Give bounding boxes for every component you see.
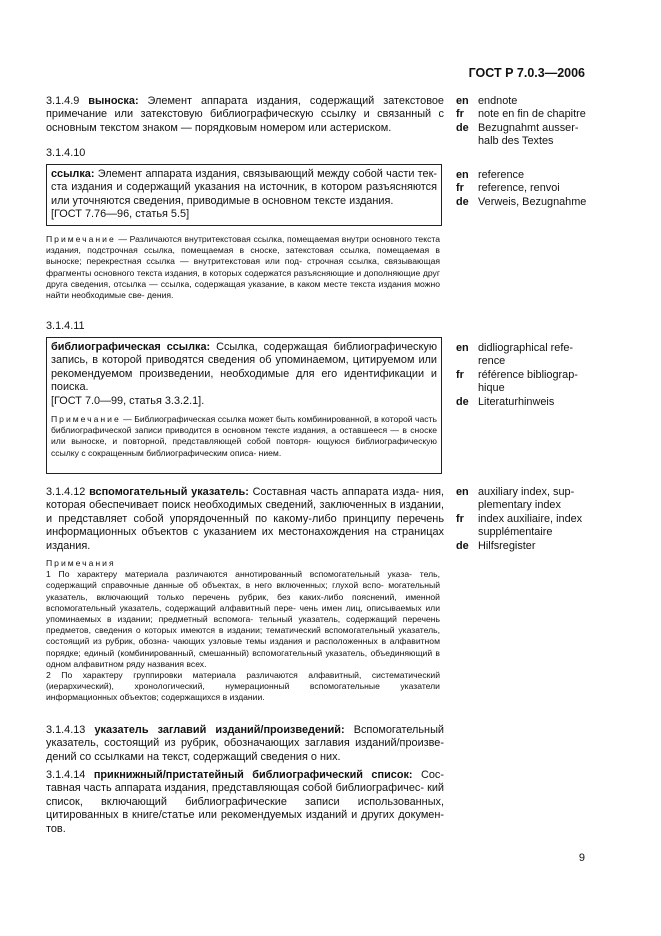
note-text: — Библиографическая ссылка может быть комбинированной, в которой часть библиографической записи приводится в основном тексте издания, а оставшееся — в сноске или выноске, и повторной, представляющей собой повторя- ющуюся библиографическую ссылку с сокращенным библиографическим описа- нием. <box>51 414 437 458</box>
translation-term: note en fin de chapitre <box>478 108 586 121</box>
entry-term: вспомогательный указатель: <box>89 486 249 498</box>
translation-term: Verweis, Bezugnahme <box>478 195 587 208</box>
translation-term: reference, renvoi <box>478 182 560 195</box>
translation-term: index auxiliaire, index supplémentaire <box>478 512 583 539</box>
note-text: — Различаются внутритекстовая ссылка, помещаемая внутри основного текста издания, подстрочная ссылка, помещаемая в сноске, затекстовая ссылка, помещаемая в выноске; перекрестная ссылка — внутритекстовая или под- строчная ссылка, связывающая фрагменты основного текста издания, в которых содержатся разъясняющие и дополняющие друг друга сведения, отсылка — ссылка, содержащая указание, в каком месте текста издания можно найти необходимые све- дения. <box>46 234 440 301</box>
note-text: 1 По характеру материала различаются аннотированный вспомогательный указа- тель, содержащий справочные данные об объектах, в него включенных; глухой вспо- могательный указатель, включающий только перечень рубрик, без каких-либо пояснений, именной вспомогательный указатель, содержащий алфавитный пере- чень имен лиц, описываемых или упоминаемых в издании; предметный вспомога- тельный указатель, содержащий перечень предметов, сведения о которых имеются в издании; тематический вспомогательный указатель, состоящий из рубрик, обозна- чающих узловые темы издания и расположенных в алфавитном порядке; единый (комбинированный, смешанный) вспомогательный указатель, объединяющий в одном алфавитном ряду названия всех. <box>46 569 440 669</box>
entry-term: ссылка: <box>51 168 95 180</box>
entry-definition: Элемент аппарата издания, связывающий между собой части тек- ста издания и содержащий указания на источник, в котором разъясняются или уточняются сведения, приводимые в основном тексте издания. <box>51 168 437 207</box>
entry-definition: Сос- тавная часть аппарата издания, представляющая собой библиографичес- кий список, включающий библиографические записи использованных, цитированных в книге/статье или рекомендуемых изданий и других докумен- тов. <box>46 769 444 835</box>
translation-term: reference <box>478 169 525 181</box>
lang-code: fr <box>456 182 464 195</box>
translations <box>456 342 596 409</box>
entry-term: прикнижный/пристатейный библиографический список: <box>93 769 413 781</box>
entry-definition: Элемент аппарата издания, содержащий затекстовое примечание или затекстовую библиографическую ссылку и связанный с основным текстом знаком — порядковым номером или астериском. <box>46 95 444 134</box>
lang-code: de <box>456 195 469 208</box>
entry-note <box>46 234 440 301</box>
entry-number: 3.1.4.14 <box>46 769 86 781</box>
entry-definition: Вспомогательный указатель, состоящий из рубрик, обозначающих заглавия изданий/произве- дений со ссылками на текст, содержащий сведения о них. <box>46 724 444 763</box>
translation-term: Hilfsregister <box>478 539 536 552</box>
lang-code: fr <box>456 512 464 525</box>
entry-notes <box>46 558 440 704</box>
translation-term: auxiliary index, sup- plementary index <box>478 486 575 512</box>
term-box <box>46 164 442 226</box>
entry-number: 3.1.4.10 <box>46 147 86 159</box>
lang-code: en <box>456 342 469 354</box>
document-header: ГОСТ Р 7.0.3—2006 <box>468 66 585 80</box>
translations <box>456 95 596 149</box>
entry-body <box>46 486 444 553</box>
note-label: Примечание <box>46 234 116 244</box>
lang-code: en <box>456 95 469 107</box>
lang-code: fr <box>456 108 464 121</box>
translation-term: référence bibliograp- hique <box>478 368 578 395</box>
note-label: Примечание <box>51 414 121 425</box>
entry-term: указатель заглавий изданий/произведений: <box>94 724 345 736</box>
entry-number: 3.1.4.11 <box>46 320 85 332</box>
entry-number: 3.1.4.9 <box>46 95 80 107</box>
translations <box>456 169 596 209</box>
translation-term: Literaturhinweis <box>478 395 555 408</box>
entry-term: библиографическая ссылка: <box>51 341 211 353</box>
lang-code: de <box>456 121 469 134</box>
entry-definition: Ссылка, содержащая библиографическую запись, в которой приводятся сведения об упоминаемом, цитируемом или рекомендуемом произведении, необходимые для его идентификации и поиска. <box>51 341 438 394</box>
note-text: 2 По характеру группировки материала различаются алфавитный, систематический (иерархический), хронологический, нумерационный вспомогательные указатели информационных объектов; содержащихся в издании. <box>46 670 440 703</box>
entry-reference: [ГОСТ 7.0—99, статья 3.3.2.1]. <box>51 394 205 407</box>
notes-label: Примечания <box>46 558 116 568</box>
translation-term: Bezugnahmt ausser- halb des Textes <box>478 121 579 148</box>
translation-term: didliographical refe- rence <box>478 342 574 368</box>
entry-body <box>46 724 444 764</box>
entry-number: 3.1.4.13 <box>46 724 86 736</box>
entry-term: выноска: <box>88 95 139 107</box>
entry-body <box>46 769 444 836</box>
lang-code: de <box>456 395 469 408</box>
term-box <box>46 337 442 474</box>
translation-term: endnote <box>478 95 518 107</box>
entry-reference: [ГОСТ 7.76—96, статья 5.5] <box>51 208 190 221</box>
lang-code: en <box>456 486 469 498</box>
entry-body <box>46 95 444 135</box>
lang-code: en <box>456 169 469 181</box>
translations <box>456 486 596 553</box>
lang-code: fr <box>456 368 464 381</box>
lang-code: de <box>456 539 469 552</box>
entry-definition: Составная часть аппарата изда- ния, которая обеспечивает поиск необходимых сведений, заключенных в издании, и представляет собой упорядоченный по какому-либо принципу перечень информационных объектов с указанием их местонахождения на страницах издания. <box>46 486 445 552</box>
page-number: 9 <box>578 852 585 864</box>
entry-number: 3.1.4.12 <box>46 486 86 498</box>
